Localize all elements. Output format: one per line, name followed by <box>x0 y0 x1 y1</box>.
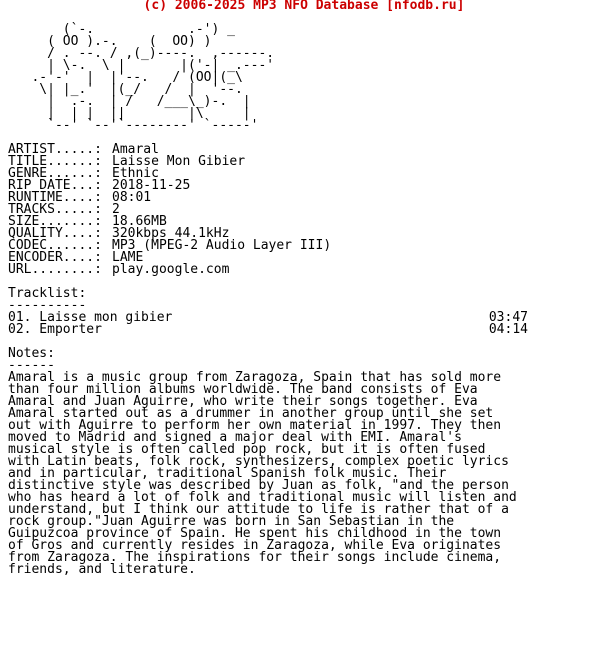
ascii-art: (`-. .-') _ ( OO ).-. ( OO) ) / . --. / ,(_)----. ,------. | \-. \ | |('-| _.---' .-'-' | |'--. / (OO|(_\ \| |_.' |(_/ / | '--. | .-. | / /___\_)-. | | | | || |\ | `--' `--'`--------' `-----' <box>31 22 275 133</box>
info-label: TRACKS.....: <box>8 202 102 217</box>
info-value: 320kbps 44.1kHz <box>112 226 230 241</box>
spacer <box>8 276 600 288</box>
info-label: ENCODER....: <box>8 250 102 265</box>
tracklist-rule: ---------- <box>8 298 87 313</box>
ascii-logo <box>8 24 600 132</box>
info-value: MP3 (MPEG-2 Audio Layer III) <box>112 238 332 253</box>
info-value: Laisse Mon Gibier <box>112 154 246 169</box>
info-label: GENRE......: <box>8 166 102 181</box>
info-label: URL........: <box>8 262 102 277</box>
nfo-document <box>8 24 600 576</box>
notes-heading: Notes: <box>8 346 55 361</box>
info-value: play.google.com <box>112 262 230 277</box>
notes-text: Amaral is a music group from Zaragoza, Spain that has sold more than four million albums worldwide. The band consists of Eva Amaral and Juan Aguirre, who write their songs together. Eva Amaral started out as a drummer in another group until she set out with Aguirre to perform her own material in 1997. They then moved to Madrid and signed a major deal with EMI. Amaral's musical style is often called pop rock, but it is often fused with Latin beats, folk rock, synthesizers, complex poetic lyrics and in particular, traditional Spanish folk music. Their distinctive style was described by Juan as folk, "and the person who has heard a lot of folk and traditional music will listen and understand, but I think our attitude to life is rather that of a rock group."Juan Aguirre was born in San Sebastian in the Guipuzcoa province of Spain. He spent his childhood in the town of Gros and currently resides in Zaragoza, while Eva originates from Zaragoza. The inspirations for their songs include cinema, friends, and literature. <box>8 370 517 577</box>
tracklist-heading: Tracklist: <box>8 286 87 301</box>
info-label: ARTIST.....: <box>8 142 102 157</box>
track-title: 02. Emporter <box>8 322 102 337</box>
info-label: RIP DATE...: <box>8 178 102 193</box>
info-value: 08:01 <box>112 190 152 205</box>
info-label: SIZE.......: <box>8 214 102 229</box>
info-value: LAME <box>112 250 144 265</box>
info-row <box>8 264 600 276</box>
info-label: CODEC......: <box>8 238 102 253</box>
info-value: 18.66MB <box>112 214 167 229</box>
spacer <box>8 336 600 348</box>
site-header: (c) 2006-2025 MP3 NFO Database [nfodb.ru] <box>143 0 465 13</box>
info-value: Ethnic <box>112 166 159 181</box>
track-row <box>8 324 528 336</box>
track-time: 04:14 <box>488 322 528 337</box>
info-list <box>8 144 600 276</box>
track-list <box>8 312 600 336</box>
track-time: 03:47 <box>488 310 528 325</box>
notes-rule: ------ <box>8 358 55 373</box>
track-title: 01. Laisse mon gibier <box>8 310 173 325</box>
info-label: RUNTIME....: <box>8 190 102 205</box>
info-label: TITLE......: <box>8 154 102 169</box>
info-value: 2018-11-25 <box>112 178 191 193</box>
info-value: 2 <box>112 202 120 217</box>
info-label: QUALITY....: <box>8 226 102 241</box>
info-value: Amaral <box>112 142 159 157</box>
